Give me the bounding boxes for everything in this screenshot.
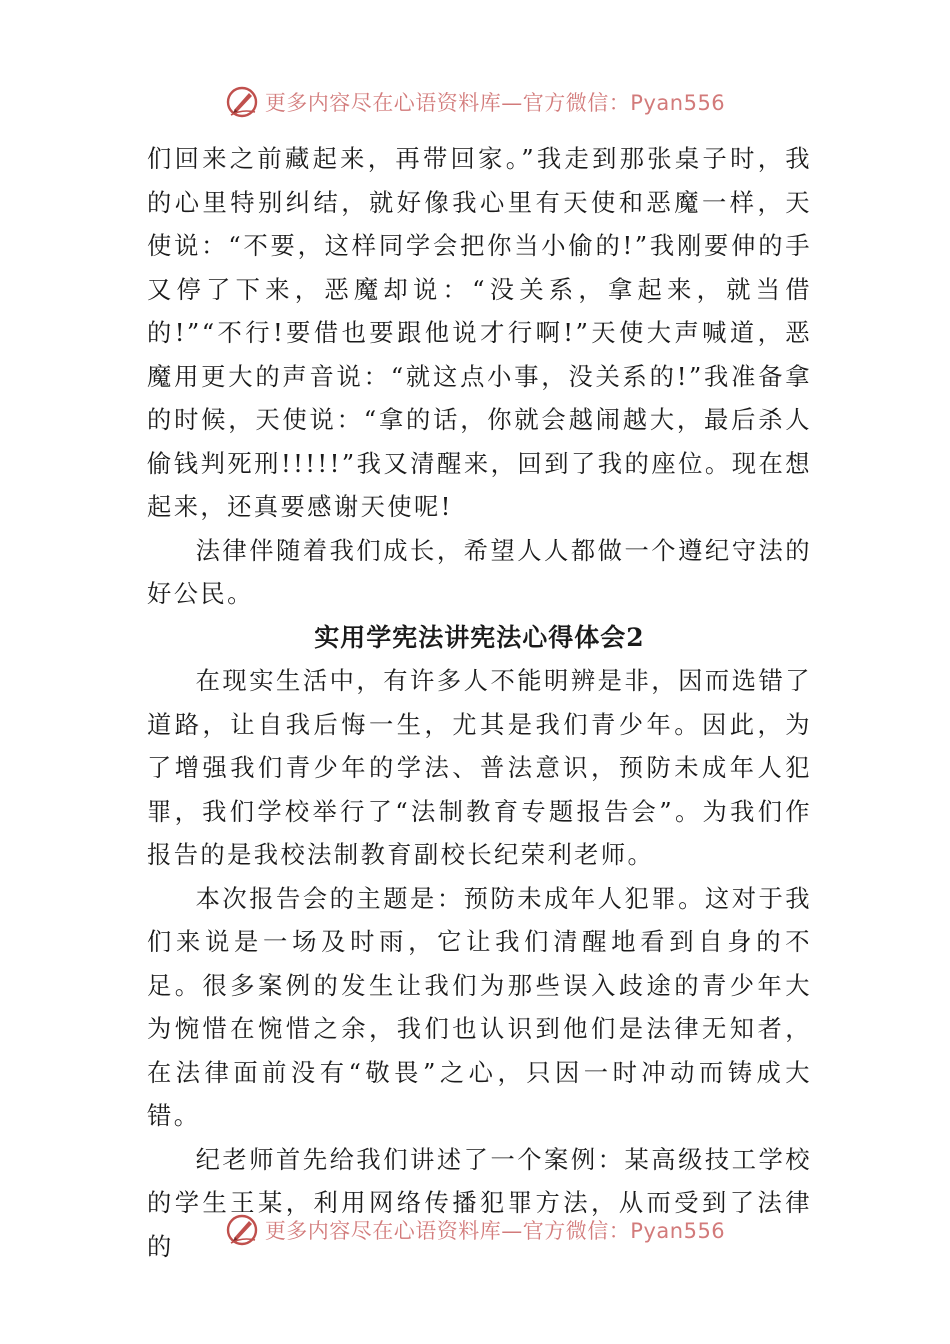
paragraph-continued: 们回来之前藏起来，再带回家。”我走到那张桌子时，我的心里特别纠结，就好像我心里有天使和恶魔一样，天使说：“不要，这样同学会把你当小偷的!”我刚要伸的手又停了下来，恶魔却说：“没关系，拿起来，就当借的!”“不行!要借也要跟他说才行啊!”天使大声喊道，恶魔用更大的声音说：“就这点小事，没关系的!”我准备拿的时候，天使说：“拿的话，你就会越闹越大，最后杀人偷钱判死刑!!!!!”我又清醒来，回到了我的座位。现在想起来，还真要感谢天使呢! [147, 144, 812, 521]
paragraph-conclusion: 法律伴随着我们成长，希望人人都做一个遵纪守法的好公民。 [147, 535, 812, 608]
section-heading: 实用学宪法讲宪法心得体会2 [314, 622, 645, 652]
pen-circle-logo-icon [225, 1213, 259, 1247]
footer-banner [0, 1210, 950, 1250]
paragraph-theme: 本次报告会的主题是：预防未成年人犯罪。这对于我们来说是一场及时雨，它让我们清醒地看到自身的不足。很多案例的发生让我们为那些误入歧途的青少年大为惋惜在惋惜之余，我们也认识到他们是法律无知者，在法律面前没有“敬畏”之心，只因一时冲动而铸成大错。 [147, 883, 812, 1130]
header-banner [0, 82, 950, 122]
pen-circle-logo-icon [225, 85, 259, 119]
paragraph-case: 纪老师首先给我们讲述了一个案例：某高级技工学校的学生王某，利用网络传播犯罪方法，从而受到了法律的 [147, 1144, 812, 1261]
document-body [147, 137, 812, 1268]
banner-text: 更多内容尽在心语资料库—官方微信：Pyan556 [264, 91, 726, 115]
paragraph-intro: 在现实生活中，有许多人不能明辨是非，因而选错了道路，让自我后悔一生，尤其是我们青少年。因此，为了增强我们青少年的学法、普法意识，预防未成年人犯罪，我们学校举行了“法制教育专题报告会”。为我们作报告的是我校法制教育副校长纪荣利老师。 [147, 666, 812, 869]
banner-text: 更多内容尽在心语资料库—官方微信：Pyan556 [264, 1219, 726, 1243]
